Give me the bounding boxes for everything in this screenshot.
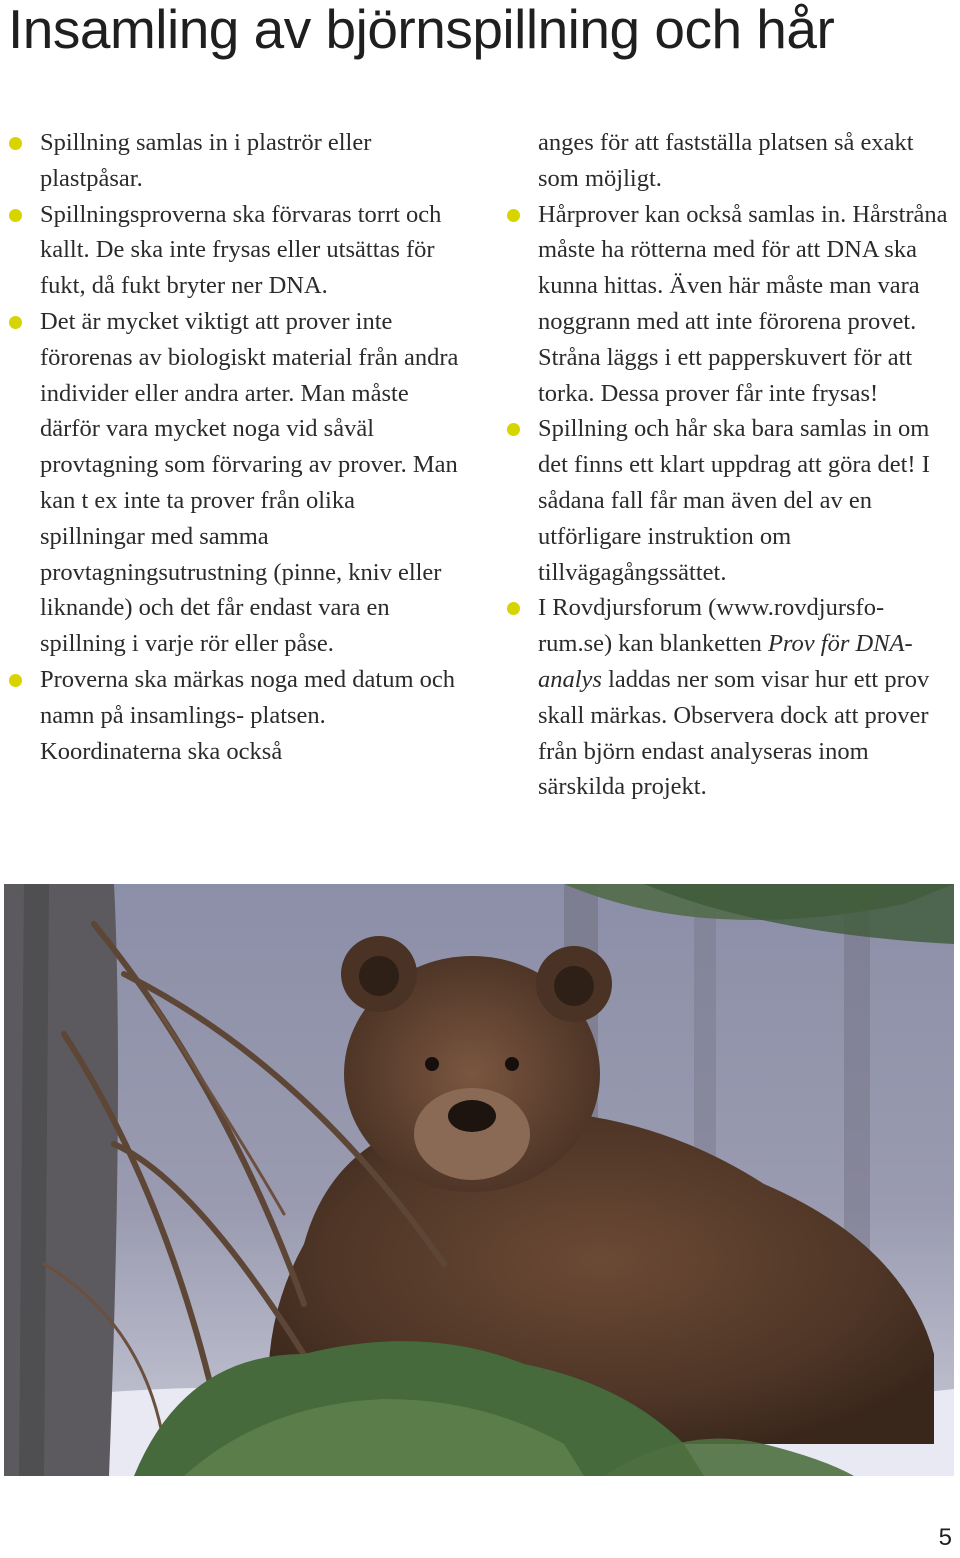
list-item: Det är mycket viktigt att prover inte förorenas av biologiskt material från andra individer eller andra arter. Man måste därför vara mycket noga vid såväl provtagning som förvaring av prover. Man kan t ex inte ta prover från olika spillningar med samma provtagningsutrustning (pinne, kniv eller liknande) och det får endast vara en spillning i varje rör eller påse. bbox=[40, 304, 460, 662]
bullet-icon bbox=[507, 209, 520, 222]
list-item: Hårprover kan också samlas in. Hårstråna måste ha rötterna med för att DNA ska kunna hittas. Även här måste man vara noggrann med att inte förorena provet. Stråna läggs i ett papperskuvert för att torka. Dessa prover får inte frysas! bbox=[538, 197, 958, 412]
list-item: Proverna ska märkas noga med datum och namn på insamlings- platsen. Koordinaterna ska också bbox=[40, 662, 460, 769]
left-text-column bbox=[40, 125, 460, 769]
page-title: Insamling av björnspillning och hår bbox=[8, 0, 835, 60]
continued-text: anges för att fastställa platsen så exakt som möjligt. bbox=[538, 129, 914, 192]
bullet-icon bbox=[507, 423, 520, 436]
form-name: Prov för DNA-analys bbox=[538, 630, 913, 693]
right-text-column bbox=[538, 125, 958, 805]
bullet-icon bbox=[9, 674, 22, 687]
bullet-icon bbox=[9, 209, 22, 222]
list-item: Spillning samlas in i plaströr eller plastpåsar. bbox=[40, 125, 460, 197]
bullet-icon bbox=[9, 137, 22, 150]
bullet-icon bbox=[507, 602, 520, 615]
page-number: 5 bbox=[938, 1524, 952, 1551]
list-item: Spillning och hår ska bara samlas in om det finns ett klart uppdrag att göra det! I sådana fall får man även del av en utförligare instruktion om tillvägagångssättet. bbox=[538, 411, 958, 590]
bullet-icon bbox=[9, 316, 22, 329]
bear-photo bbox=[4, 884, 954, 1476]
list-item: I Rovdjursforum (www.rovdjursfo- rum.se) kan blanketten Prov för DNA-analys laddas ner som visar hur ett prov skall märkas. Observera dock att prover från björn endast analyseras inom särskilda projekt. bbox=[538, 590, 958, 805]
list-item: Spillningsproverna ska förvaras torrt och kallt. De ska inte frysas eller utsättas för fukt, då fukt bryter ner DNA. bbox=[40, 197, 460, 304]
